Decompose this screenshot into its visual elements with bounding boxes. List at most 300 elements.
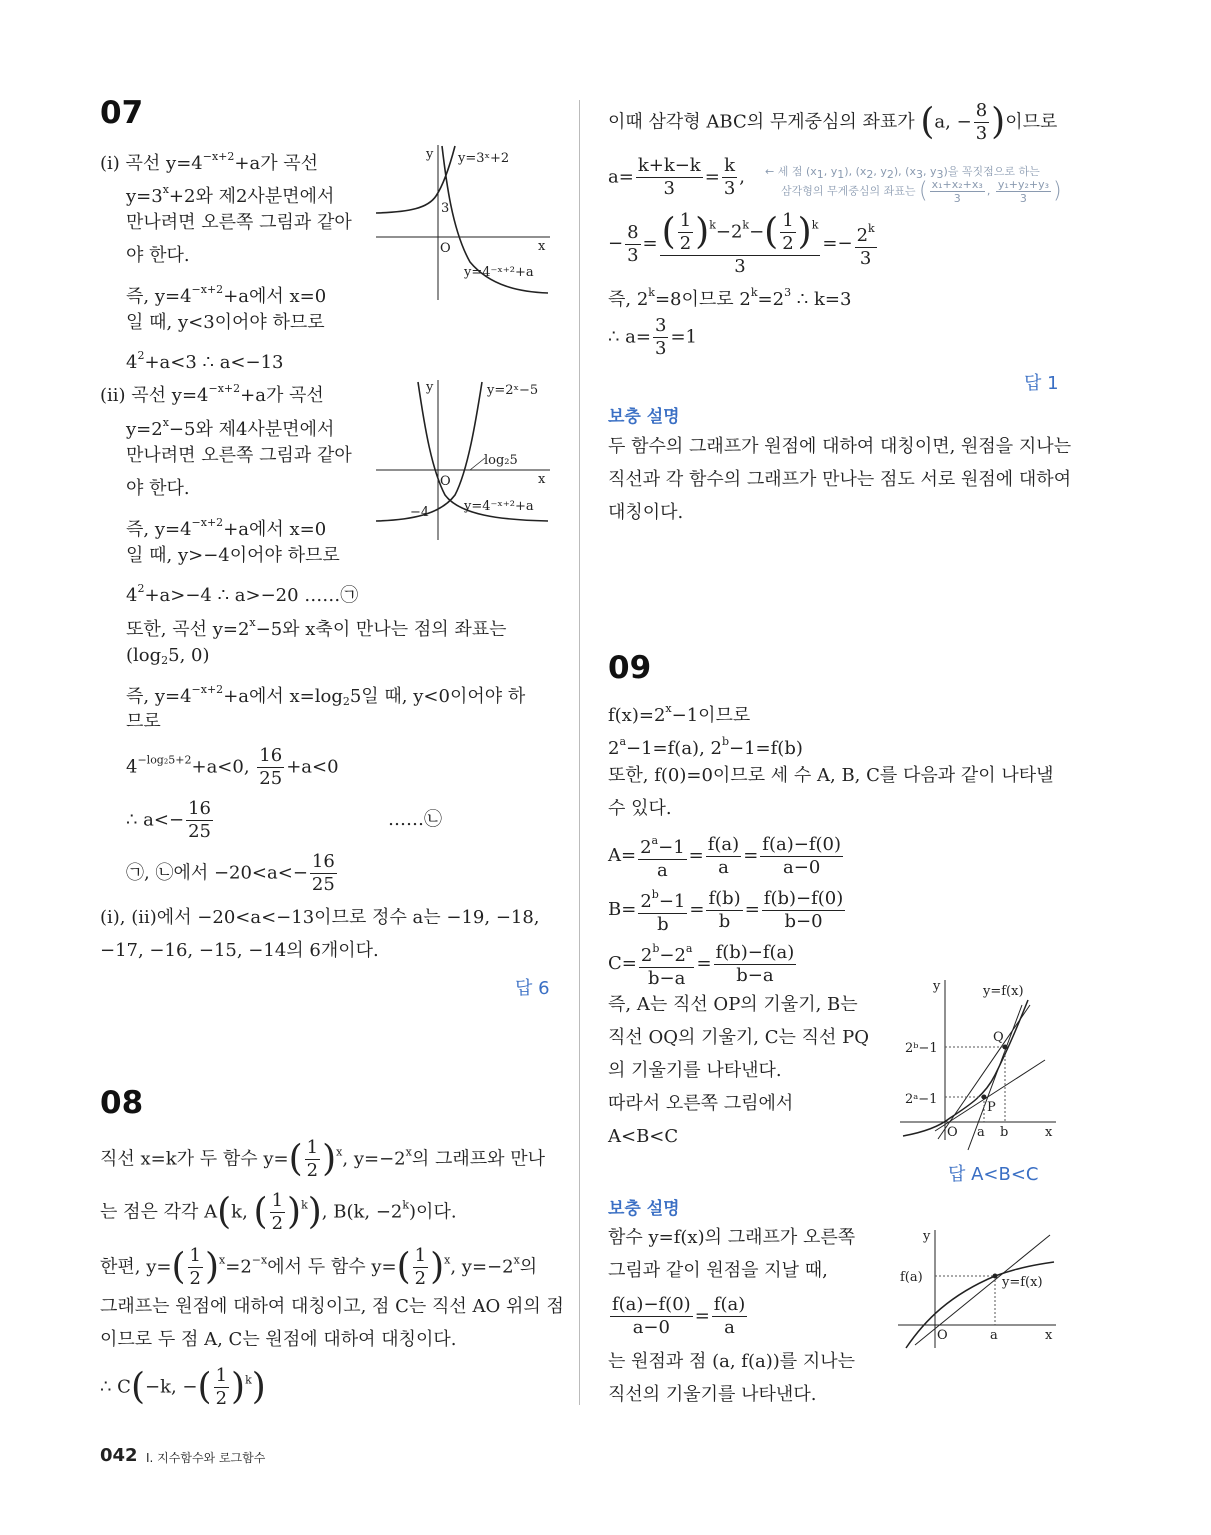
fraction bbox=[722, 155, 737, 200]
subscript: 2 bbox=[342, 695, 350, 708]
solution-line bbox=[126, 745, 339, 790]
x-label: x bbox=[538, 239, 546, 254]
solution-line bbox=[126, 710, 161, 734]
math-text: 또한, f(0)=0이므로 세 수 A, B, C를 다음과 같이 나타낼 bbox=[608, 765, 1054, 786]
math-text: 이므로 두 점 A, C는 원점에 대하여 대칭이다. bbox=[100, 1329, 457, 1350]
parenthesis: ( bbox=[288, 1138, 303, 1180]
math-text: a bbox=[724, 1317, 735, 1338]
math-text: 3 bbox=[627, 244, 639, 266]
fraction bbox=[706, 834, 741, 879]
denominator bbox=[646, 968, 687, 990]
math-text: y₁+y₂+y₃ bbox=[997, 178, 1050, 191]
solution-line bbox=[126, 798, 215, 843]
math-text: −5와 제4사분면에서 bbox=[168, 419, 335, 440]
numerator bbox=[974, 100, 989, 123]
math-text: , B(k, −2 bbox=[321, 1201, 403, 1223]
numerator bbox=[625, 222, 640, 245]
superscript: 2 bbox=[137, 349, 145, 362]
math-text: 의 bbox=[519, 1256, 538, 1278]
math-text: y=3 bbox=[126, 186, 163, 207]
point-a-fa bbox=[993, 1274, 998, 1279]
math-text: a bbox=[718, 856, 729, 878]
math-text: 즉, 2 bbox=[608, 289, 649, 310]
math-text: −k, − bbox=[145, 1376, 198, 1398]
solution-line bbox=[100, 939, 379, 963]
answer-08: 답 1 bbox=[1024, 373, 1059, 394]
answer-09: 답 A<B<C bbox=[948, 1164, 1039, 1185]
math-text: 는 원점과 점 (a, f(a))를 지나는 bbox=[608, 1351, 856, 1372]
math-text: −1=f(b) bbox=[729, 738, 803, 759]
superscript: k bbox=[301, 1198, 308, 1212]
numerator bbox=[639, 938, 695, 968]
supplement-line bbox=[608, 1259, 828, 1283]
parenthesis: ) bbox=[204, 1246, 220, 1288]
solution-line bbox=[608, 764, 1054, 788]
problem-09-title: 09 bbox=[608, 650, 652, 686]
numerator bbox=[610, 1294, 693, 1317]
parenthesis: ( bbox=[171, 1246, 186, 1288]
math-text: a−0 bbox=[783, 856, 821, 878]
parenthesis: ( bbox=[253, 1191, 268, 1233]
math-text: 8 bbox=[627, 221, 639, 243]
superscript: x bbox=[162, 183, 169, 196]
superscript: 3 bbox=[784, 286, 792, 299]
math-text: ㉠, ㉡에서 −20<a<− bbox=[126, 862, 308, 884]
superscript: b bbox=[652, 942, 660, 955]
numerator bbox=[678, 210, 693, 233]
denominator bbox=[722, 1317, 737, 1339]
math-text: x₁+x₂+x₃ bbox=[931, 178, 983, 191]
math-text: ∴ C bbox=[100, 1376, 131, 1398]
solution-line bbox=[126, 344, 284, 375]
tick-label: 3 bbox=[441, 201, 450, 216]
math-text: = bbox=[696, 953, 712, 974]
math-text: +a에서 x=0 bbox=[223, 519, 327, 540]
tick-label: 2ᵃ−1 bbox=[905, 1092, 938, 1107]
numerator bbox=[706, 888, 742, 911]
math-text: − bbox=[749, 221, 765, 243]
math-text: 므로 bbox=[126, 711, 161, 732]
math-text: 1 bbox=[271, 1190, 284, 1211]
math-text: =2 bbox=[225, 1256, 252, 1278]
denominator bbox=[716, 857, 731, 879]
math-text: +a가 곡선 bbox=[234, 153, 319, 174]
math-text: 일 때, y>−4이어야 하므로 bbox=[126, 545, 340, 566]
math-text: = bbox=[689, 899, 705, 920]
numerator bbox=[413, 1245, 428, 1268]
math-text: 한편, y= bbox=[100, 1256, 172, 1278]
denominator bbox=[188, 1268, 203, 1290]
parenthesis: ) bbox=[1053, 178, 1062, 204]
Q-label: Q bbox=[993, 1030, 1004, 1045]
math-text: =2 bbox=[757, 289, 785, 310]
supplement-line bbox=[608, 435, 1071, 459]
fraction bbox=[625, 222, 640, 267]
parenthesis: ) bbox=[251, 1366, 266, 1408]
fraction bbox=[996, 178, 1051, 205]
parenthesis: ( bbox=[396, 1246, 411, 1288]
parenthesis: ( bbox=[217, 1191, 232, 1233]
equation-tag bbox=[388, 808, 442, 832]
math-text: 그래프는 원점에 대하여 대칭이고, 점 C는 직선 AO 위의 점 bbox=[100, 1296, 564, 1317]
fraction bbox=[305, 1137, 320, 1182]
y-label: y bbox=[933, 979, 941, 994]
problem-08-title: 08 bbox=[100, 1085, 144, 1121]
math-text: 직선 OQ의 기울기, C는 직선 PQ bbox=[608, 1027, 869, 1048]
math-text: 1 bbox=[306, 1137, 319, 1158]
math-text: 1 bbox=[215, 1365, 228, 1386]
math-text: )이다. bbox=[409, 1201, 457, 1223]
superscript: x bbox=[249, 616, 256, 629]
tick-label: a bbox=[977, 1125, 985, 1140]
solution-line bbox=[608, 730, 803, 761]
solution-line bbox=[126, 644, 210, 673]
math-text: +a가 곡선 bbox=[240, 385, 324, 406]
denominator bbox=[1018, 192, 1029, 205]
superscript: −x+2 bbox=[208, 382, 241, 395]
superscript: −x+2 bbox=[191, 683, 224, 696]
math-text: b−a bbox=[736, 964, 774, 986]
point-P bbox=[982, 1095, 987, 1100]
math-text: 만나려면 오른쪽 그림과 같아 bbox=[126, 445, 352, 466]
math-text: 2 bbox=[189, 1268, 201, 1289]
denominator bbox=[952, 192, 963, 205]
math-text: 1 bbox=[782, 210, 794, 231]
math-text: )을 꼭짓점으로 하는 bbox=[943, 165, 1040, 178]
math-text: ← 세 점 (x bbox=[765, 165, 817, 178]
supplement-title: 보충 설명 bbox=[608, 407, 680, 427]
numerator bbox=[310, 851, 337, 874]
numerator bbox=[855, 218, 877, 248]
math-text: = bbox=[743, 845, 759, 866]
math-text: −1=f(a), 2 bbox=[626, 738, 722, 759]
math-text: 2 bbox=[640, 837, 652, 858]
problem-07-title: 07 bbox=[100, 95, 144, 131]
math-text: , y=−2 bbox=[450, 1256, 514, 1278]
math-text: 2 bbox=[608, 738, 620, 759]
curve-label: y=f(x) bbox=[1002, 1275, 1043, 1290]
superscript: k bbox=[245, 1373, 252, 1387]
numerator bbox=[722, 155, 737, 178]
math-text: −5와 x축이 만나는 점의 좌표는 bbox=[255, 619, 507, 640]
math-text: A<B<C bbox=[608, 1126, 679, 1147]
math-text: 25 bbox=[311, 874, 335, 895]
numerator bbox=[257, 745, 284, 768]
superscript: 2 bbox=[137, 582, 145, 595]
fraction bbox=[639, 938, 695, 990]
fraction bbox=[706, 888, 742, 933]
solution-line bbox=[126, 577, 358, 608]
math-text: ), (x bbox=[844, 165, 867, 178]
fraction bbox=[678, 210, 693, 255]
math-text: +a<0, bbox=[191, 756, 256, 778]
math-text: 수 있다. bbox=[608, 798, 672, 819]
numerator bbox=[712, 1294, 747, 1317]
math-text: 3 bbox=[723, 178, 736, 199]
subscript: 2 bbox=[886, 168, 894, 181]
numerator bbox=[305, 1137, 320, 1160]
parenthesis: ( bbox=[764, 211, 779, 253]
math-text: ∴ a= bbox=[608, 326, 651, 348]
math-text: f(a)−f(0) bbox=[762, 833, 841, 855]
math-text: , y bbox=[823, 165, 838, 178]
solution-line bbox=[100, 1328, 456, 1352]
superscript: k bbox=[648, 286, 655, 299]
y-label: y bbox=[426, 380, 434, 395]
math-text: 에서 두 함수 y= bbox=[267, 1256, 397, 1278]
subscript: 1 bbox=[816, 168, 824, 181]
math-text: , y bbox=[922, 165, 937, 178]
superscript: x bbox=[444, 1253, 451, 1267]
y-label: y bbox=[426, 147, 434, 162]
math-text: 직선과 각 함수의 그래프가 만나는 점도 서로 원점에 대하여 bbox=[608, 469, 1072, 490]
fraction bbox=[653, 315, 668, 360]
origin-label: O bbox=[947, 1125, 958, 1140]
math-text: f(x)=2 bbox=[608, 705, 666, 726]
math-text: −1 bbox=[658, 891, 686, 912]
math-text: 25 bbox=[188, 821, 211, 842]
subscript: 3 bbox=[936, 168, 944, 181]
fraction bbox=[974, 100, 989, 145]
math-text: 2 bbox=[679, 233, 692, 254]
superscript: k bbox=[402, 1198, 410, 1212]
supplement-title: 보충 설명 bbox=[608, 1199, 680, 1219]
solution-line bbox=[608, 315, 697, 360]
superscript: x bbox=[513, 1253, 520, 1267]
denominator bbox=[625, 245, 640, 267]
numerator bbox=[186, 798, 213, 821]
math-text: 4 bbox=[126, 756, 138, 778]
curve-label: y=3ˣ+2 bbox=[458, 151, 510, 166]
math-text: 16 bbox=[188, 798, 211, 819]
denominator bbox=[655, 914, 671, 936]
denominator bbox=[717, 911, 733, 933]
math-text: 3 bbox=[953, 192, 961, 205]
denominator bbox=[974, 123, 989, 145]
x-label: x bbox=[538, 472, 546, 487]
supplement-line bbox=[608, 1294, 749, 1339]
P-label: P bbox=[987, 1100, 996, 1115]
parenthesis: ( bbox=[197, 1366, 212, 1408]
math-text: 5일 때, y<0이어야 하 bbox=[349, 686, 526, 707]
math-text: 2 bbox=[856, 225, 869, 246]
math-text: +a<3 ∴ a<−13 bbox=[144, 352, 284, 373]
parenthesis: ) bbox=[322, 1138, 337, 1180]
supplement-line bbox=[608, 468, 1071, 492]
denominator bbox=[214, 1388, 229, 1410]
superscript: −log₂5+2 bbox=[137, 753, 192, 767]
parenthesis: ( bbox=[661, 211, 676, 253]
numerator bbox=[706, 834, 741, 857]
origin-label: O bbox=[937, 1328, 948, 1343]
math-text: 2 bbox=[215, 1388, 228, 1409]
tick-label: f(a) bbox=[900, 1270, 923, 1285]
fraction bbox=[186, 798, 213, 843]
numerator bbox=[188, 1245, 203, 1268]
math-text: 3 bbox=[734, 256, 746, 277]
parenthesis: ) bbox=[695, 211, 710, 253]
math-text: 3 bbox=[655, 338, 667, 359]
solution-line bbox=[608, 1059, 782, 1083]
math-text: , bbox=[739, 166, 745, 188]
solution-line bbox=[608, 1026, 869, 1050]
math-text: 즉, A는 직선 OP의 기울기, B는 bbox=[608, 994, 858, 1015]
fraction bbox=[270, 1190, 285, 1235]
origin-label: O bbox=[440, 474, 451, 489]
fraction bbox=[638, 830, 687, 882]
x-label: x bbox=[1045, 1328, 1053, 1343]
solution-line bbox=[126, 678, 525, 714]
denominator bbox=[858, 248, 873, 270]
math-text: 일 때, y<3이어야 하므로 bbox=[126, 312, 325, 333]
numerator bbox=[660, 210, 821, 256]
numerator bbox=[653, 315, 668, 338]
math-text: 1 bbox=[189, 1245, 201, 1266]
math-text: 2 bbox=[271, 1213, 284, 1234]
superscript: x bbox=[405, 1145, 412, 1159]
math-text: k, bbox=[231, 1201, 254, 1223]
math-text: 1 bbox=[679, 210, 692, 231]
superscript: −x bbox=[251, 1253, 268, 1267]
superscript: a bbox=[619, 735, 627, 748]
math-text: (ii) 곡선 y=4 bbox=[100, 385, 209, 406]
superscript: k bbox=[750, 286, 758, 299]
solution-line bbox=[100, 1190, 457, 1235]
math-text: = bbox=[694, 1305, 710, 1327]
denominator bbox=[631, 1317, 672, 1339]
denominator bbox=[653, 338, 668, 360]
superscript: a bbox=[651, 834, 659, 847]
fraction bbox=[638, 884, 687, 936]
x-label: x bbox=[1045, 1125, 1053, 1140]
parenthesis: ( bbox=[920, 101, 935, 143]
solution-line bbox=[100, 1245, 537, 1290]
parenthesis: ) bbox=[991, 101, 1006, 143]
math-text: = bbox=[642, 233, 658, 254]
solution-line bbox=[126, 211, 352, 235]
math-text: +a<0 bbox=[286, 756, 339, 778]
math-text: , bbox=[986, 184, 994, 198]
math-text: ∴ a<− bbox=[126, 809, 185, 831]
math-text: 직선 x=k가 두 함수 y= bbox=[100, 1148, 289, 1170]
math-text: 2 bbox=[306, 1160, 319, 1181]
solution-line bbox=[100, 377, 324, 408]
column-divider bbox=[579, 100, 580, 1405]
solution-line bbox=[608, 281, 851, 312]
solution-line bbox=[608, 993, 858, 1017]
math-text: 16 bbox=[259, 745, 283, 766]
curve-label: y=4⁻ˣ⁺²+a bbox=[464, 499, 534, 514]
fraction bbox=[762, 888, 845, 933]
origin-label: O bbox=[440, 241, 451, 256]
point-Q bbox=[1003, 1045, 1008, 1050]
superscript: k bbox=[742, 218, 750, 232]
numerator bbox=[270, 1190, 285, 1213]
fraction bbox=[930, 178, 985, 205]
denominator bbox=[678, 233, 693, 255]
math-text: 4 bbox=[126, 352, 138, 373]
math-text: 의 기울기를 나타낸다. bbox=[608, 1060, 782, 1081]
math-text: 3 bbox=[1019, 192, 1027, 205]
math-text: − bbox=[608, 233, 624, 254]
math-text: −1 bbox=[658, 837, 685, 858]
solution-line bbox=[608, 830, 845, 882]
denominator bbox=[780, 233, 795, 255]
math-text: 16 bbox=[311, 851, 335, 872]
math-text: = bbox=[744, 899, 760, 920]
solution-line bbox=[126, 477, 190, 501]
superscript: k bbox=[709, 218, 716, 232]
supplement-line bbox=[608, 501, 683, 525]
curve-label: y=f(x) bbox=[983, 984, 1024, 999]
math-text: k+k−k bbox=[637, 155, 701, 176]
math-text: 함수 y=f(x)의 그래프가 오른쪽 bbox=[608, 1227, 856, 1248]
math-text: 3 bbox=[655, 315, 667, 336]
superscript: −x+2 bbox=[191, 516, 224, 529]
supplement-line bbox=[608, 1383, 816, 1407]
math-text: C= bbox=[608, 953, 637, 974]
solution-line bbox=[126, 544, 340, 568]
solution-line bbox=[126, 411, 334, 442]
fraction bbox=[855, 218, 877, 270]
math-text: 대칭이다. bbox=[608, 502, 684, 523]
math-text: 25 bbox=[259, 768, 283, 789]
parenthesis: ) bbox=[231, 1366, 246, 1408]
solution-line bbox=[126, 311, 325, 335]
math-text: 즉, y=4 bbox=[126, 686, 192, 707]
denominator bbox=[305, 1160, 320, 1182]
math-text: a bbox=[657, 860, 668, 881]
denominator bbox=[655, 860, 670, 882]
math-text: f(b)−f(0) bbox=[763, 887, 844, 909]
tick-label: b bbox=[1000, 1125, 1009, 1140]
numerator bbox=[762, 888, 845, 911]
math-text: 3 bbox=[859, 248, 872, 269]
math-text: 그림과 같이 원점을 지날 때, bbox=[608, 1260, 828, 1281]
math-text: ), (x bbox=[893, 165, 916, 178]
math-text: 는 점은 각각 A bbox=[100, 1201, 218, 1223]
math-text: b−0 bbox=[784, 910, 823, 932]
denominator bbox=[257, 768, 284, 790]
subscript: 3 bbox=[915, 168, 923, 181]
solution-line bbox=[126, 278, 326, 309]
parenthesis: ) bbox=[287, 1191, 302, 1233]
math-text: 따라서 오른쪽 그림에서 bbox=[608, 1093, 794, 1114]
math-text: 두 함수의 그래프가 원점에 대하여 대칭이면, 원점을 지나는 bbox=[608, 436, 1072, 457]
subscript: 1 bbox=[837, 168, 845, 181]
math-text: b bbox=[657, 914, 669, 935]
math-text: (i) 곡선 y=4 bbox=[100, 153, 203, 174]
solution-line bbox=[608, 1125, 678, 1149]
superscript: x bbox=[665, 702, 672, 715]
numerator bbox=[930, 178, 985, 192]
denominator bbox=[413, 1268, 428, 1290]
math-text: 만나려면 오른쪽 그림과 같아 bbox=[126, 212, 352, 233]
parenthesis: ) bbox=[430, 1246, 445, 1288]
denominator bbox=[270, 1213, 285, 1235]
math-text: ……㉡ bbox=[388, 809, 442, 830]
fraction bbox=[310, 851, 337, 896]
math-text: =8이므로 2 bbox=[654, 289, 751, 310]
numerator bbox=[714, 942, 797, 965]
denominator bbox=[782, 911, 824, 933]
math-text: a, − bbox=[934, 111, 972, 133]
solution-line bbox=[126, 244, 190, 268]
superscript: −x+2 bbox=[202, 150, 235, 163]
supplement-line bbox=[608, 1226, 855, 1250]
superscript: b bbox=[721, 735, 730, 748]
denominator bbox=[732, 256, 747, 278]
